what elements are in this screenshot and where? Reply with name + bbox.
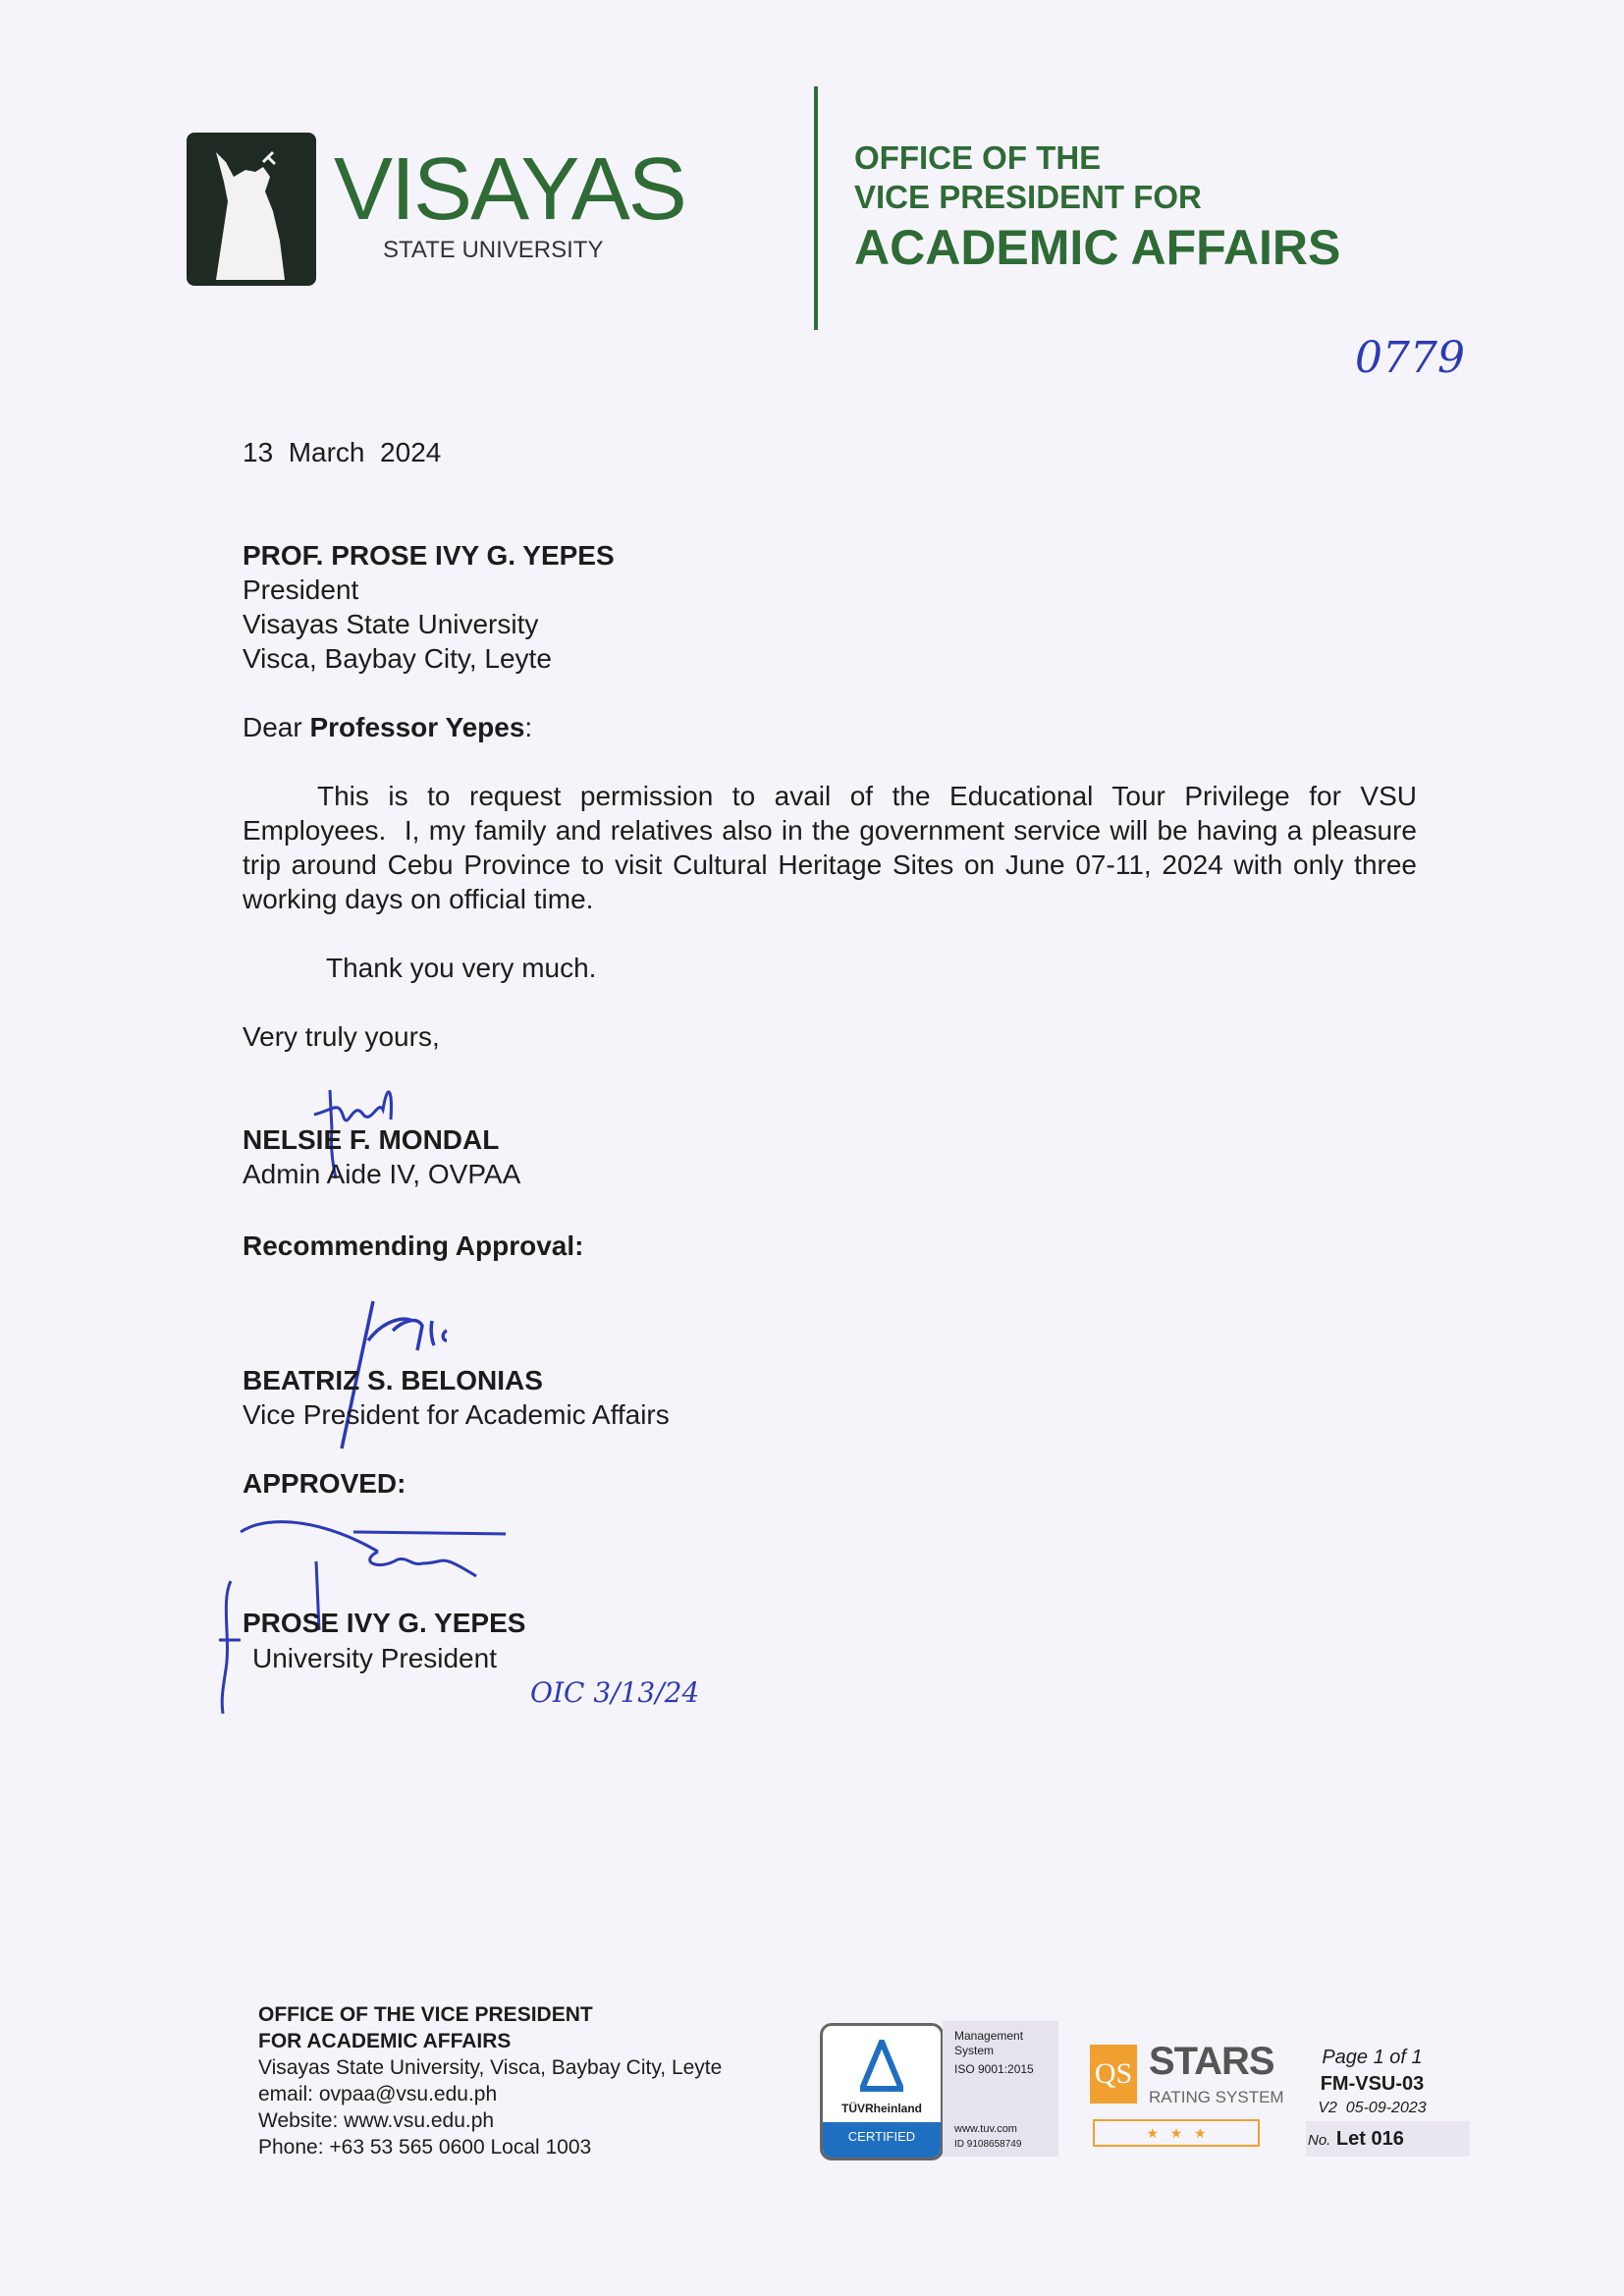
approver-name: PROSE IVY G. YEPES — [243, 1608, 526, 1638]
office-line-1: OFFICE OF THE — [854, 139, 1102, 176]
footer-office-line-1: OFFICE OF THE VICE PRESIDENT — [258, 2003, 593, 2026]
doc-number-label: No. — [1308, 2132, 1331, 2149]
doc-version: V2 05-09-2023 — [1318, 2100, 1427, 2116]
qs-star-rating: ★ ★ ★ — [1093, 2119, 1260, 2147]
university-name: VISAYAS — [334, 140, 685, 239]
tuv-mgmt-line2: System — [954, 2044, 995, 2057]
tuv-management-info — [943, 2021, 1058, 2157]
header-divider — [814, 86, 818, 330]
approved-label: APPROVED: — [243, 1468, 406, 1499]
doc-number — [1306, 2121, 1470, 2157]
tuv-iso: ISO 9001:2015 — [954, 2062, 1034, 2076]
footer-email: email: ovpaa@vsu.edu.ph — [258, 2083, 498, 2105]
recommending-label: Recommending Approval: — [243, 1230, 584, 1261]
recipient-name: PROF. PROSE IVY G. YEPES — [243, 540, 615, 571]
footer-office-line-2: FOR ACADEMIC AFFAIRS — [258, 2030, 512, 2052]
tuv-certified-label: CERTIFIED — [823, 2122, 941, 2158]
recipient-address: Visca, Baybay City, Leyte — [243, 643, 552, 674]
footer-website: Website: www.vsu.edu.ph — [258, 2109, 495, 2132]
university-subtitle: STATE UNIVERSITY — [383, 237, 604, 263]
doc-page-number: Page 1 of 1 — [1322, 2047, 1423, 2068]
qs-rating-system: RATING SYSTEM — [1149, 2088, 1284, 2106]
tuv-certified-badge — [820, 2023, 944, 2160]
letter-body: This is to request permission to avail of the Educational Tour Privilege for VSU Employees. I, my family and relatives also in the government service will be having a pleasure trip around Cebu Province to visit Cultural Heritage Sites on June 07-11, 2024 with only three working days on official time. — [243, 781, 1425, 914]
recipient-title: President — [243, 574, 359, 605]
vsu-logo-emblem — [187, 133, 316, 286]
doc-number-value: Let 016 — [1335, 2128, 1404, 2150]
recipient-institution: Visayas State University — [243, 609, 539, 639]
thanks-line: Thank you very much. — [326, 953, 597, 983]
office-line-3: ACADEMIC AFFAIRS — [854, 220, 1341, 275]
salutation-prefix: Dear — [243, 712, 310, 742]
tuv-id: ID 9108658749 — [954, 2139, 1022, 2150]
tuv-mgmt-line1: Management — [954, 2029, 1024, 2043]
handwritten-oic-date: OIC 3/13/24 — [530, 1676, 700, 1709]
qs-logo: QS — [1090, 2045, 1137, 2104]
salutation — [243, 710, 532, 744]
closing: Very truly yours, — [243, 1021, 440, 1052]
sender-title: Admin Aide IV, OVPAA — [243, 1159, 521, 1189]
letter-date: 13 March 2024 — [243, 437, 442, 467]
tuv-web: www.tuv.com — [954, 2123, 1017, 2135]
footer-phone: Phone: +63 53 565 0600 Local 1003 — [258, 2136, 592, 2159]
footer-contact — [258, 2001, 722, 2160]
salutation-name: Professor Yepes — [309, 712, 525, 742]
tuv-brand: TÜVRheinland — [840, 2102, 922, 2115]
sender-name: NELSIE F. MONDAL — [243, 1124, 500, 1155]
salutation-suffix: : — [524, 712, 533, 742]
doc-form-code: FM-VSU-03 — [1320, 2073, 1425, 2095]
approver-title: University President — [252, 1643, 497, 1673]
qs-stars-title: STARS — [1149, 2040, 1274, 2083]
footer-address: Visayas State University, Visca, Baybay City, Leyte — [258, 2056, 723, 2079]
office-line-2: VICE PRESIDENT FOR — [854, 179, 1202, 215]
tuv-triangle-icon — [860, 2040, 903, 2095]
recommender-name: BEATRIZ S. BELONIAS — [243, 1365, 543, 1395]
handwritten-control-number: 0779 — [1355, 333, 1465, 383]
recommender-title: Vice President for Academic Affairs — [243, 1399, 670, 1430]
oblation-figure-icon — [187, 133, 316, 286]
